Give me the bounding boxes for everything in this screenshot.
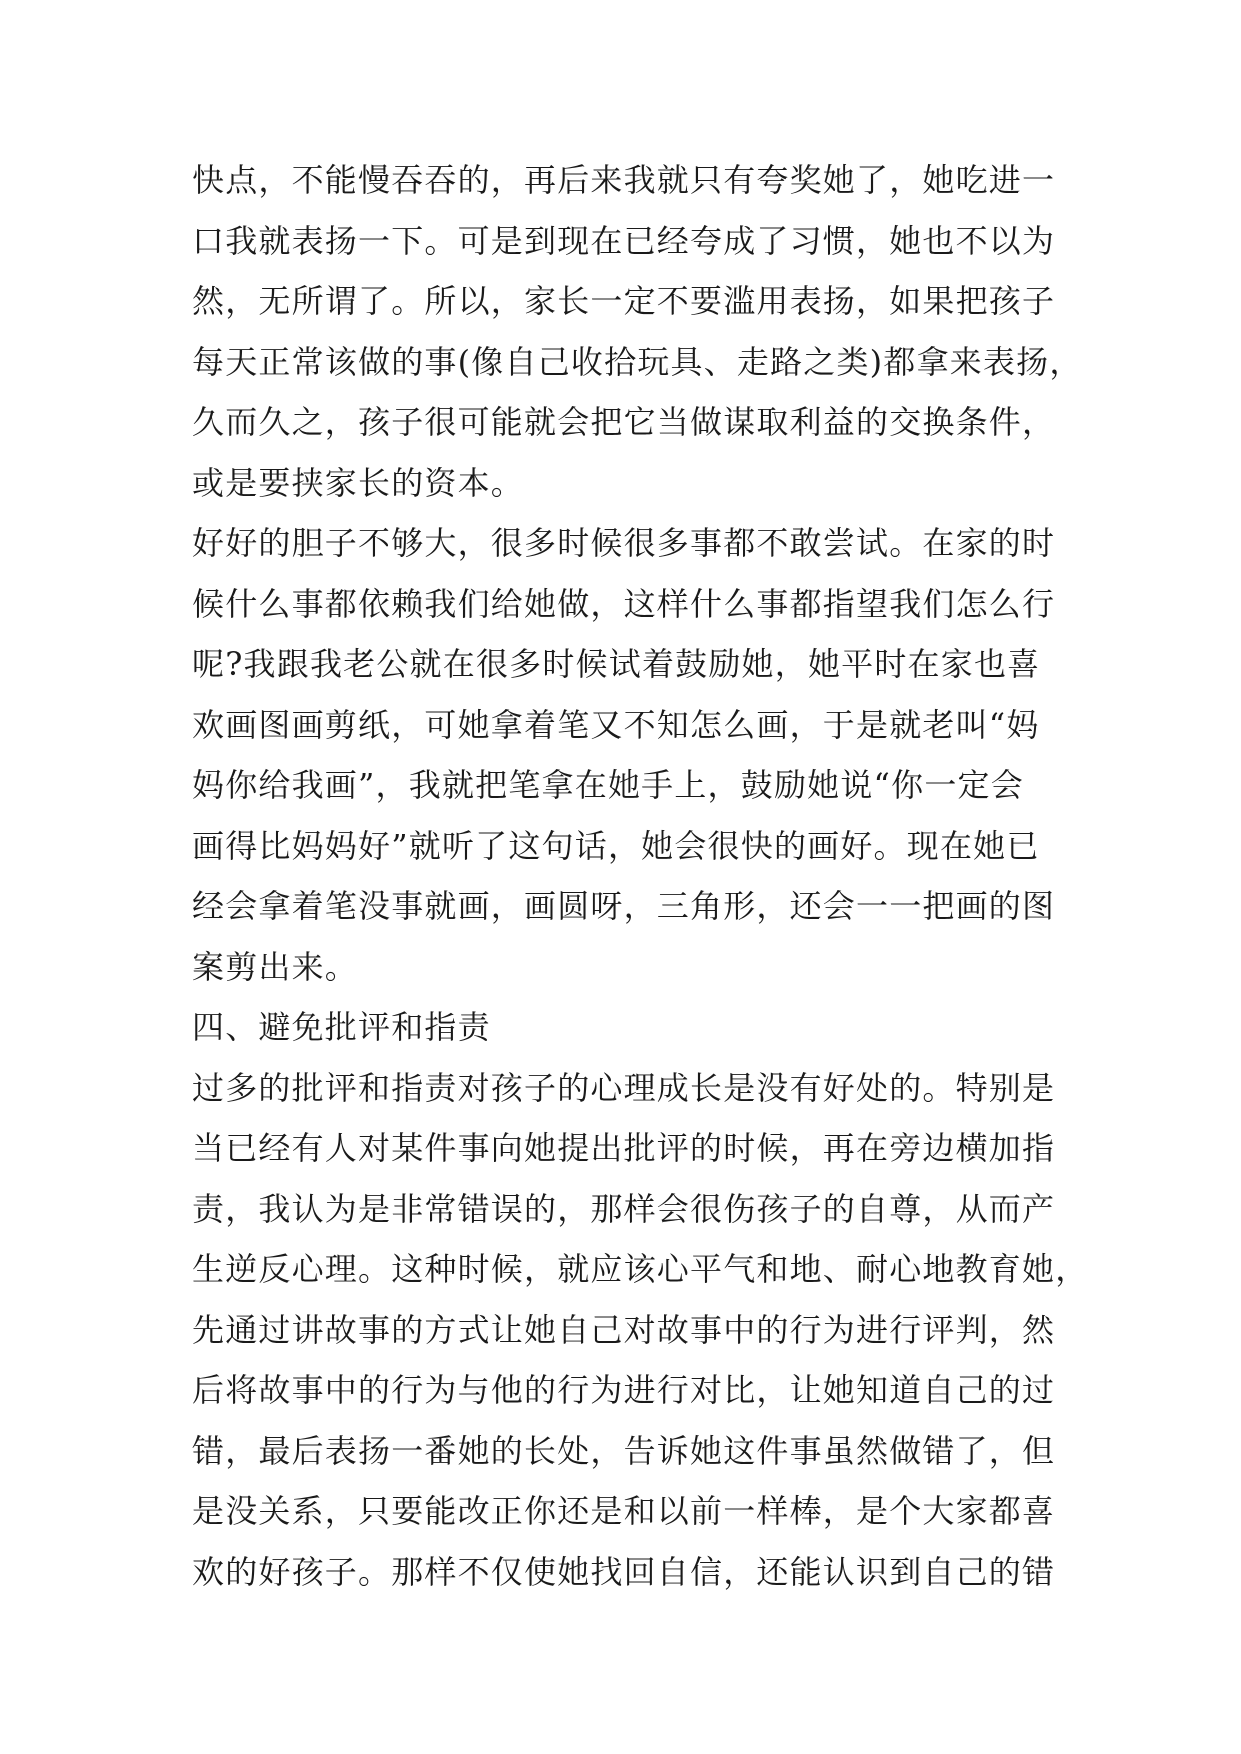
section-heading: 四、避免批评和指责 bbox=[192, 1008, 491, 1046]
text-line: 久而久之，孩子很可能就会把它当做谋取利益的交换条件， bbox=[192, 403, 1056, 441]
text-line: 案剪出来。 bbox=[192, 947, 359, 986]
text-line: 是没关系，只要能改正你还是和以前一样棒，是个大家都喜 bbox=[192, 1492, 1056, 1530]
text-line: 当已经有人对某件事向她提出批评的时候，再在旁边横加指 bbox=[192, 1129, 1056, 1167]
text-line: 然，无所谓了。所以，家长一定不要滥用表扬，如果把孩子 bbox=[192, 282, 1056, 320]
text-line: 呢?我跟我老公就在很多时候试着鼓励她，她平时在家也喜 bbox=[192, 645, 1041, 683]
text-line: 画得比妈妈好”就听了这句话，她会很快的画好。现在她已 bbox=[192, 826, 1040, 865]
text-line: 候什么事都依赖我们给她做，这样什么事都指望我们怎么行 bbox=[192, 584, 1056, 623]
document-body bbox=[192, 150, 1089, 1602]
text-line: 错，最后表扬一番她的长处，告诉她这件事虽然做错了，但 bbox=[192, 1431, 1056, 1470]
text-line: 经会拿着笔没事就画，画圆呀，三角形，还会一一把画的图 bbox=[192, 887, 1056, 925]
text-line: 快点，不能慢吞吞的，再后来我就只有夸奖她了，她吃进一 bbox=[192, 161, 1056, 199]
text-line: 责，我认为是非常错误的，那样会很伤孩子的自尊，从而产 bbox=[192, 1189, 1056, 1228]
text-line: 后将故事中的行为与他的行为进行对比，让她知道自己的过 bbox=[192, 1371, 1056, 1409]
text-line: 过多的批评和指责对孩子的心理成长是没有好处的。特别是 bbox=[192, 1068, 1056, 1107]
text-line: 欢画图画剪纸，可她拿着笔又不知怎么画，于是就老叫“妈 bbox=[192, 705, 1040, 744]
text-line: 或是要挟家长的资本。 bbox=[192, 463, 525, 502]
text-line: 好好的胆子不够大，很多时候很多事都不敢尝试。在家的时 bbox=[192, 524, 1056, 562]
text-line: 欢的好孩子。那样不仅使她找回自信，还能认识到自己的错 bbox=[192, 1552, 1056, 1591]
text-line: 生逆反心理。这种时候，就应该心平气和地、耐心地教育她， bbox=[192, 1250, 1089, 1288]
text-line: 每天正常该做的事(像自己收拾玩具、走路之类)都拿来表扬， bbox=[192, 342, 1083, 381]
text-line: 妈你给我画”，我就把笔拿在她手上，鼓励她说“你一定会 bbox=[192, 766, 1024, 804]
text-line: 口我就表扬一下。可是到现在已经夸成了习惯，她也不以为 bbox=[192, 221, 1056, 260]
text-line: 先通过讲故事的方式让她自己对故事中的行为进行评判，然 bbox=[192, 1310, 1056, 1349]
